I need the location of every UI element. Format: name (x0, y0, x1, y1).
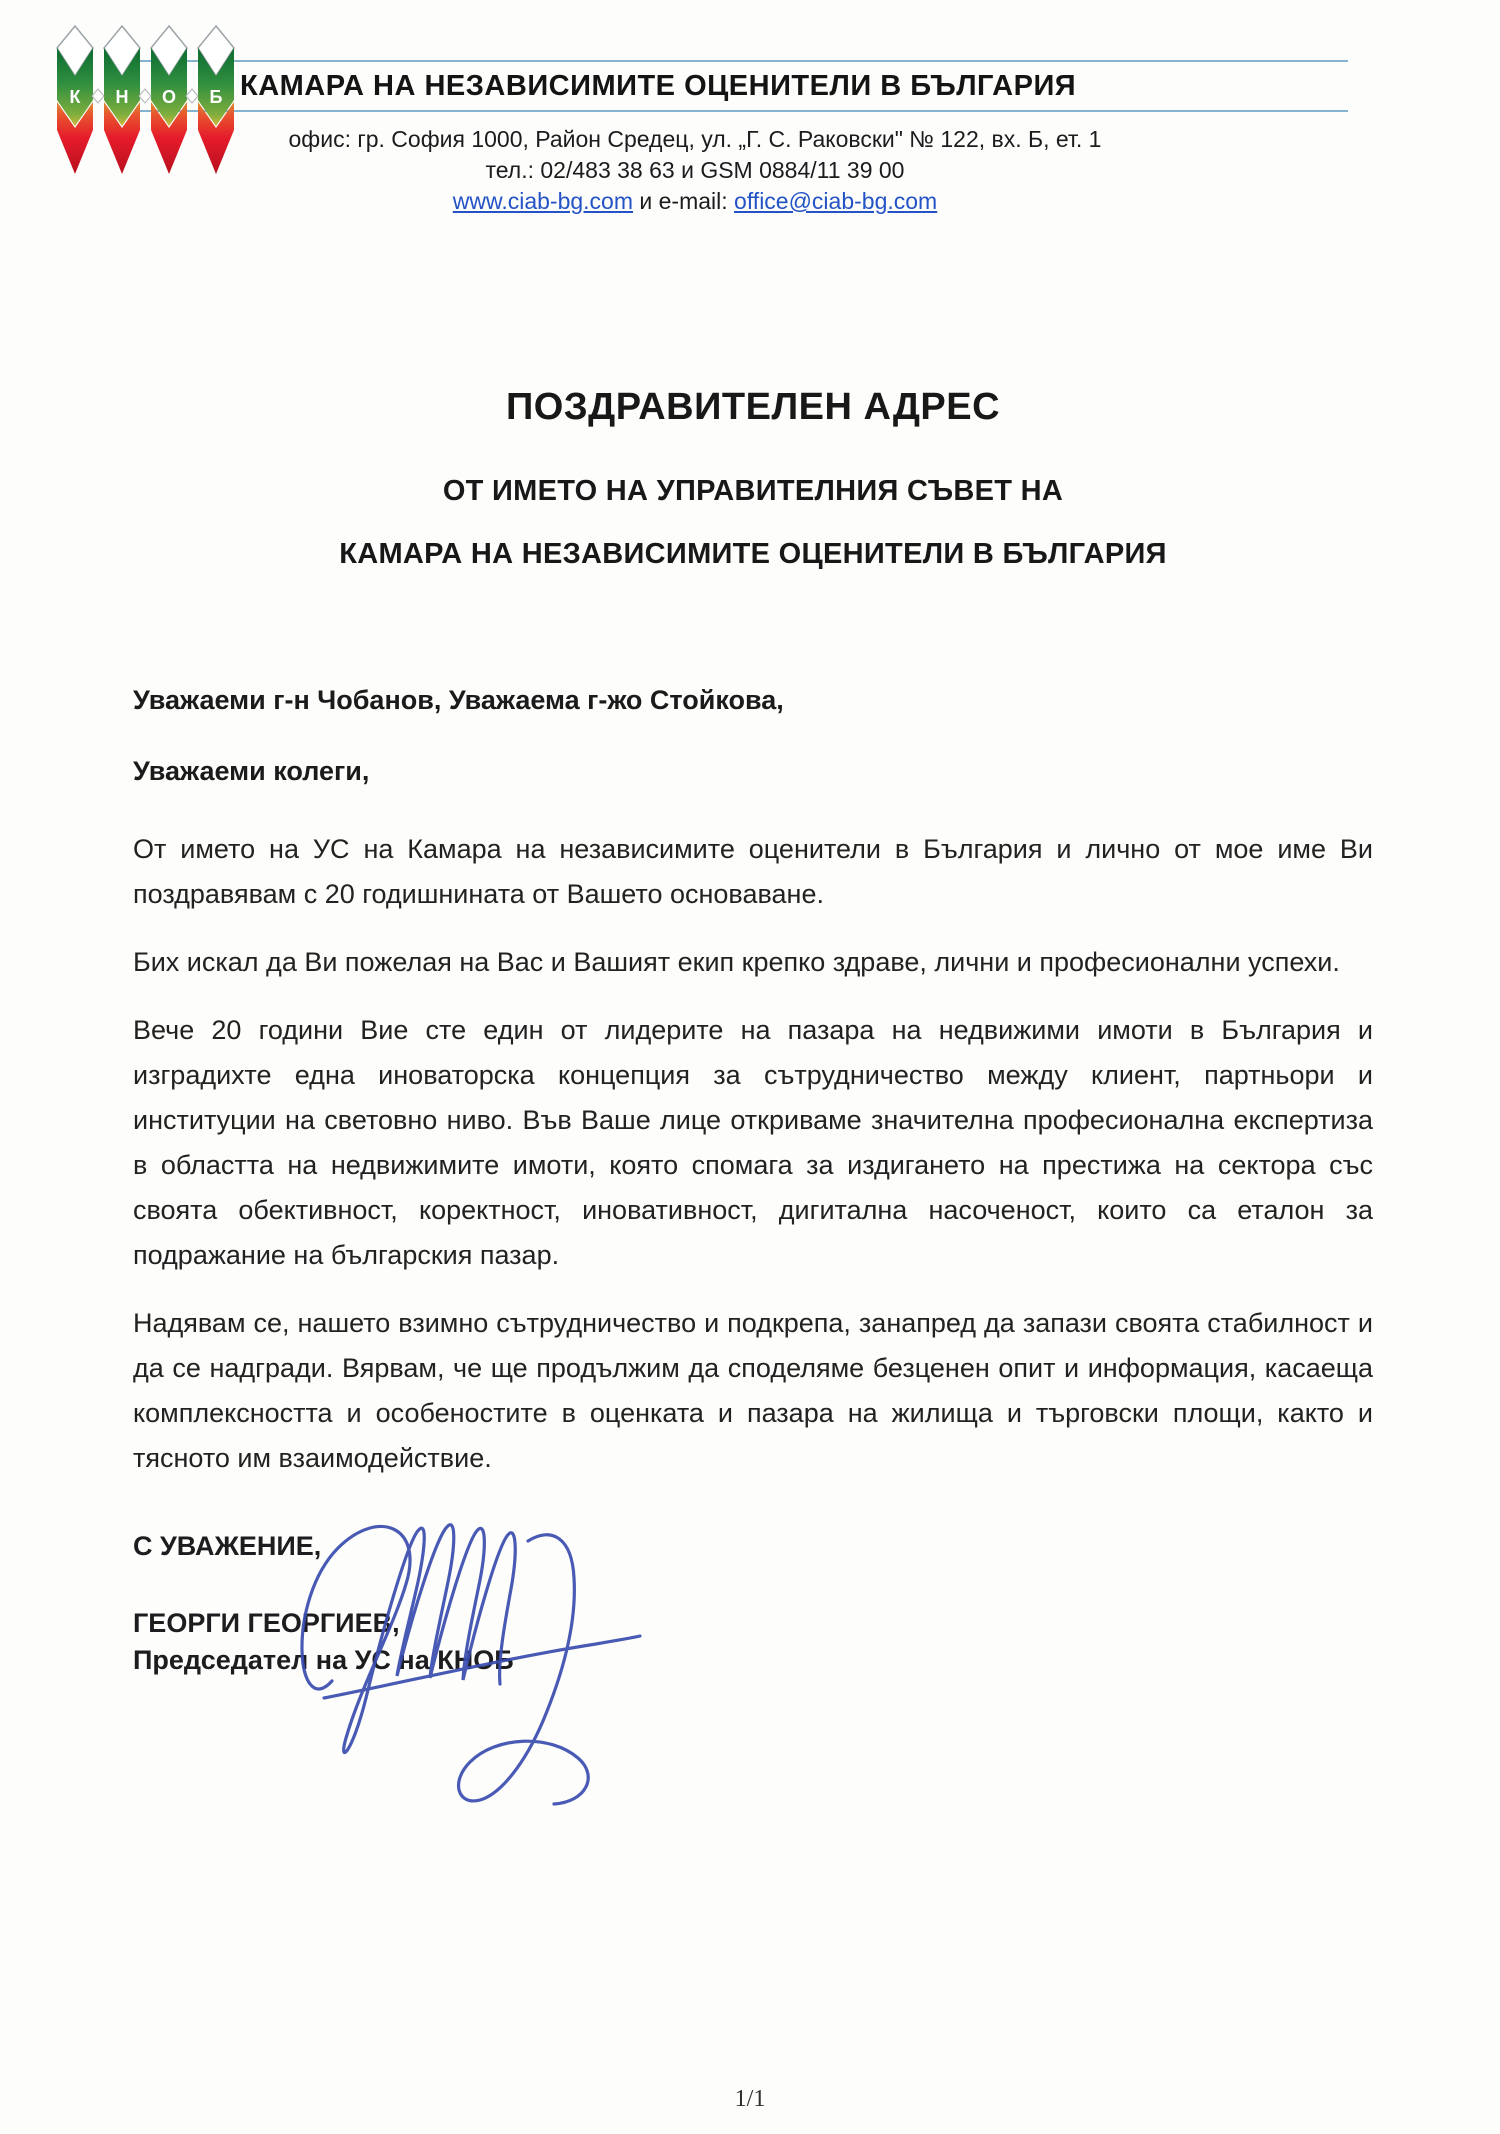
salutation-colleagues: Уважаеми колеги, (133, 756, 370, 786)
contact-block (140, 124, 1250, 217)
letter-paragraphs (133, 827, 1373, 1481)
logo-fold-diamond (92, 89, 104, 103)
document-subtitle-1: ОТ ИМЕТО НА УПРАВИТЕЛНИЯ СЪВЕТ НА (442, 475, 1064, 507)
signer-name: ГЕОРГИ ГЕОРГИЕВ, (133, 1608, 400, 1638)
knob-logo (56, 18, 256, 176)
logo-fold-diamond (186, 89, 198, 103)
logo-letter-b: Б (209, 87, 223, 107)
header-banner (140, 60, 1348, 112)
closing-regards: С УВАЖЕНИЕ, (133, 1531, 322, 1561)
phone-line: тел.: 02/483 38 63 и GSM 0884/11 39 00 (485, 157, 905, 183)
email-link[interactable]: office@ciab-bg.com (734, 188, 938, 214)
letter-paragraph: От името на УС на Камара на независимите оценители в България и лично от мое име Ви поздравявам с 20 годишнината от Вашето основаване. (133, 834, 1373, 909)
letter-content (133, 386, 1373, 1676)
page-number: 1/1 (734, 2086, 766, 2112)
logo-letter-n: Н (115, 87, 129, 107)
office-address: офис: гр. София 1000, Район Средец, ул. „Г. С. Раковски" № 122, вх. Б, ет. 1 (288, 126, 1102, 152)
signer-role: Председател на УС на КНОБ (133, 1645, 514, 1675)
logo-letter-k: К (69, 87, 81, 107)
logo-fold-diamond (139, 89, 151, 103)
web-email-line (140, 186, 1250, 217)
document-subtitle-2: КАМАРА НА НЕЗАВИСИМИТЕ ОЦЕНИТЕЛИ В БЪЛГАРИЯ (339, 538, 1167, 570)
signature (266, 1486, 676, 1821)
letter-paragraph: Надявам се, нашето взимно сътрудничество и подкрепа, занапред да запази своята стабилност и да се надгради. Вярвам, че ще продължим да споделяме безценен опит и информация, касаеща комплексността и особеностите в оценката и пазара на жилища и търговски площи, както и тясното им взаимодействие. (133, 1308, 1373, 1473)
email-separator: и e-mail: (633, 188, 735, 214)
letter-paragraph: Бих искал да Ви пожелая на Вас и Вашият екип крепко здраве, лични и професионални успехи. (133, 947, 1340, 977)
letter-paragraph: Вече 20 години Вие сте един от лидерите на пазара на недвижими имоти в България и изградихте една иноваторска концепция за сътрудничество между клиент, партньори и институции на световно ниво. Във Ваше лице откриваме значителна професионална експертиза в областта на недвижимите имоти, която спомага за издигането на престижа на сектора със своята обективност, коректност, иновативност, дигитална насоченост, които са еталон за подражание на българския пазар. (133, 1015, 1373, 1270)
logo-letter-o: О (161, 87, 177, 107)
document-title: ПОЗДРАВИТЕЛЕН АДРЕС (505, 386, 1001, 428)
website-link[interactable]: www.ciab-bg.com (452, 188, 633, 214)
salutation-recipients: Уважаеми г-н Чобанов, Уважаема г-жо Стойкова, (133, 685, 784, 715)
organization-name: КАМАРА НА НЕЗАВИСИМИТЕ ОЦЕНИТЕЛИ В БЪЛГАРИЯ (240, 69, 1077, 102)
